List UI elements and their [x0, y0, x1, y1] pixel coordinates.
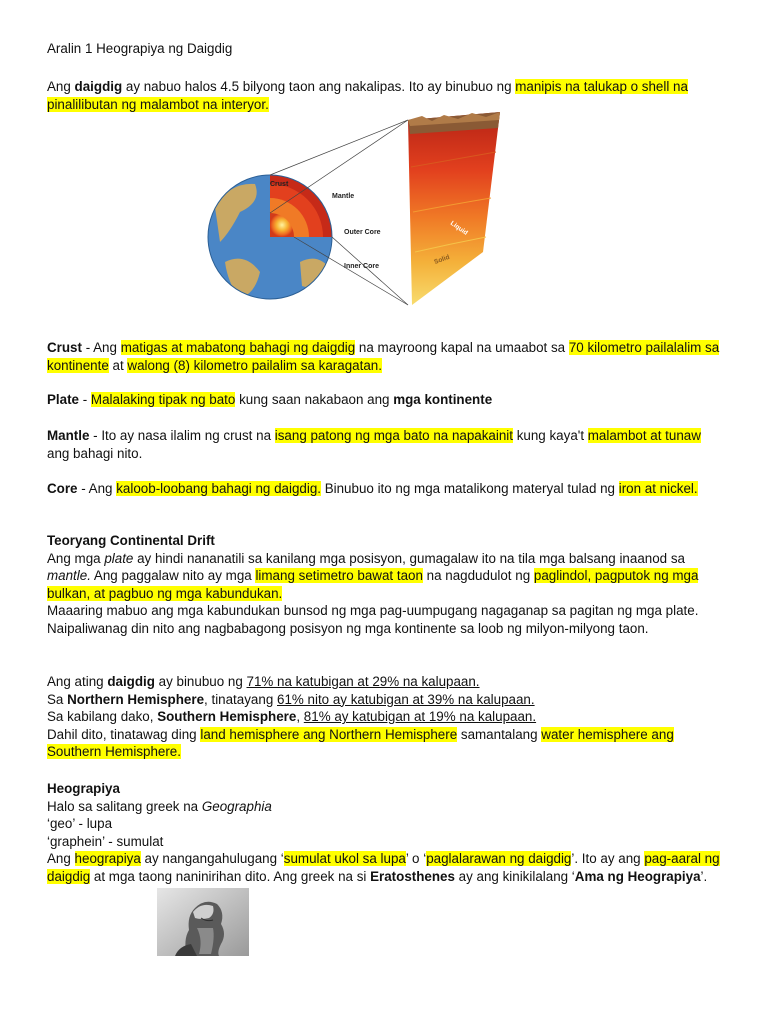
intro-paragraph: Ang daigdig ay nabuo halos 4.5 bilyong taon ang nakalipas. Ito ay binubuo ng manipis na talukap o shell na pinalilibutan ng malambot na interyor. — [47, 79, 688, 112]
section-heading: Heograpiya — [47, 781, 120, 796]
globe — [208, 175, 332, 299]
lesson-title: Aralin 1 Heograpiya ng Daigdig — [47, 41, 233, 56]
label-outer-core: Outer Core — [344, 229, 381, 236]
stats-line: Dahil dito, tinatawag ding land hemisphere ang Northern Hemisphere samantalang water hemisphere ang Southern Hemisphere. — [47, 726, 674, 760]
mantle-definition: Mantle - Ito ay nasa ilalim ng crust na isang patong ng mga bato na napakainit kung kaya't malambot at tunaw ang bahagi nito. — [47, 428, 701, 461]
label-solid: Solid — [433, 253, 451, 266]
stats-line: Sa kabilang dako, Southern Hemisphere, 81% ay katubigan at 19% na kalupaan. — [47, 709, 537, 725]
label-mantle: Mantle — [332, 193, 355, 200]
eratosthenes-portrait — [157, 888, 249, 956]
hemisphere-stats — [47, 673, 723, 761]
stats-line: Ang ating daigdig ay binubuo ng 71% na katubigan at 29% na kalupaan. — [47, 674, 480, 689]
core-definition: Core - Ang kaloob-loobang bahagi ng daigdig. Binubuo ito ng mga matalikong materyal tulad ng iron at nickel. — [47, 481, 698, 496]
layer-wedge — [408, 112, 500, 305]
heograpiya-definition: Ang heograpiya ay nangangahulugang ‘sumulat ukol sa lupa’ o ‘paglalarawan ng daigdig’. Ito ay ang pag-aaral ng daigdig at mga taong naninirihan dito. Ang greek na si Eratosthenes ay ang kinikilalang ‘Ama ng Heograpiya’. — [47, 851, 720, 884]
continental-drift-section — [47, 532, 723, 638]
heograpiya-section — [47, 780, 723, 886]
etymology-line: ‘geo’ - lupa — [47, 816, 113, 832]
earth-layers-diagram — [200, 112, 500, 312]
drift-paragraph-2: Maaaring mabuo ang mga kabundukan bunsod ng mga pag-uumpugang nagaganap sa pagitan ng mga plate. Naipaliwanag din nito ang nagbabagong posisyon ng mga kontinente sa loob ng milyon-milyong taon. — [47, 603, 699, 636]
etymology-line: ‘graphein’ - sumulat — [47, 833, 164, 849]
drift-paragraph: Ang mga plate ay hindi nananatili sa kanilang mga posisyon, gumagalaw ito na tila mga balsang inaanod sa mantle. Ang paggalaw nito ay mga limang setimetro bawat taon na nagdudulot ng paglindol, pagputok ng mga bulkan, at pagbuo ng mga kabundukan. — [47, 550, 699, 601]
crust-definition: Crust - Ang matigas at mabatong bahagi ng daigdig na mayroong kapal na umaabot sa 70 kilometro pailalalim sa kontinente at walong (8) kilometro pailalim sa karagatan. — [47, 340, 720, 373]
etymology-line: Halo sa salitang greek na Geographia — [47, 798, 272, 814]
label-liquid: Liquid — [448, 219, 469, 237]
section-heading: Teoryang Continental Drift — [47, 533, 215, 548]
plate-definition: Plate - Malalaking tipak ng bato kung saan nakabaon ang mga kontinente — [47, 392, 493, 407]
stats-line: Sa Northern Hemisphere, tinatayang 61% nito ay katubigan at 39% na kalupaan. — [47, 691, 535, 707]
label-crust: Crust — [270, 181, 289, 188]
label-inner-core: Inner Core — [344, 263, 380, 270]
